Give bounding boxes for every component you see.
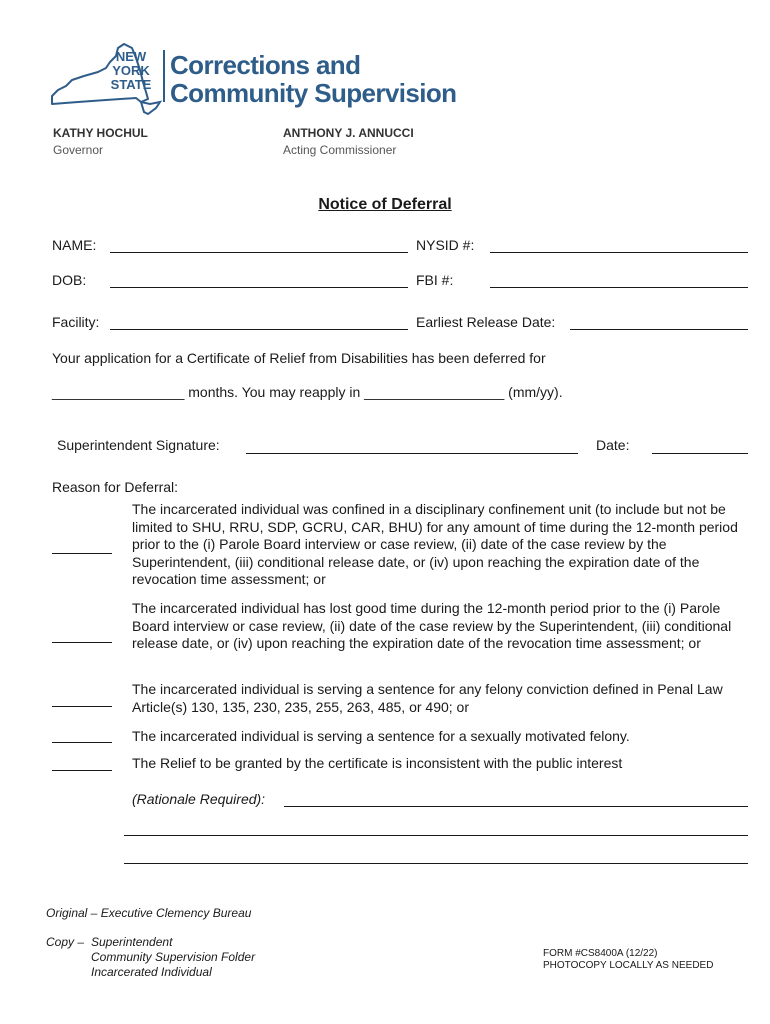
distribution-copy-1: Superintendent — [91, 935, 173, 949]
date-field[interactable] — [652, 453, 748, 454]
distribution-copy-2: Community Supervision Folder — [91, 950, 256, 964]
rationale-line-3[interactable] — [124, 863, 748, 864]
distribution-original: Original – Executive Clemency Bureau — [46, 906, 252, 920]
release-date-field[interactable] — [570, 329, 748, 330]
name-field[interactable] — [110, 252, 408, 253]
dob-label: DOB: — [52, 272, 87, 288]
dob-field[interactable] — [110, 287, 408, 288]
governor-name: KATHY HOCHUL — [53, 126, 148, 140]
rationale-line-2[interactable] — [124, 835, 748, 836]
commissioner-title: Acting Commissioner — [283, 143, 397, 157]
rationale-label: (Rationale Required): — [132, 791, 266, 807]
deferral-statement: Your application for a Certificate of Relief from Disabilities has been deferred for — [52, 350, 546, 366]
reason-heading: Reason for Deferral: — [52, 479, 179, 495]
distribution-copy-label: Copy – — [46, 935, 85, 949]
reason-3-text: The incarcerated individual is serving a sentence for any felony conviction defined in Penal Law Article(s) 130, 135, 230, 235, 255, 263, 485, or 490; or — [132, 681, 723, 715]
fbi-label: FBI #: — [416, 272, 454, 288]
reason-2-text: The incarcerated individual has lost good time during the 12-month period prior to the (i) Parole Board interview or case review, (ii) date of the case review by the Superintendent, (iii) conditional release date, or (iv) upon reaching the expiration date of the revocation time assessment; or — [132, 600, 732, 651]
logo-line-new: NEW — [115, 49, 147, 64]
logo-divider — [163, 50, 165, 102]
photocopy-note: PHOTOCOPY LOCALLY AS NEEDED — [543, 960, 714, 971]
nysid-field[interactable] — [490, 252, 748, 253]
logo-line-state: STATE — [110, 77, 152, 92]
reason-4-text: The incarcerated individual is serving a sentence for a sexually motivated felony. — [132, 728, 630, 744]
governor-title: Governor — [53, 143, 104, 157]
agency-name-line2: Community Supervision — [170, 78, 457, 108]
reason-5-checkbox[interactable] — [52, 770, 112, 771]
agency-name-line1: Corrections and — [170, 50, 361, 80]
date-label: Date: — [596, 437, 630, 453]
reason-5-text: The Relief to be granted by the certificate is inconsistent with the public interest — [132, 755, 623, 771]
nysid-label: NYSID #: — [416, 237, 475, 253]
deferral-months-reapply: _________________ months. You may reapply in __________________ (mm/yy). — [52, 384, 563, 400]
commissioner-name: ANTHONY J. ANNUCCI — [283, 126, 414, 140]
reason-1-checkbox[interactable] — [52, 553, 112, 554]
signature-field[interactable] — [246, 453, 578, 454]
facility-field[interactable] — [110, 329, 408, 330]
distribution-copy-3: Incarcerated Individual — [91, 965, 212, 979]
form-title: Notice of Deferral — [318, 196, 452, 213]
reason-1-text: The incarcerated individual was confined in a disciplinary confinement unit (to include but not be limited to SHU, RRU, SDP, GCRU, CAR, BHU) for any amount of time during the 12-month period prior to the (i) Parole Board interview or case review, (ii) date of the case review by the Superintendent, (iii) conditional release date, or (iv) upon reaching the expiration date of the revocation time assessment; or — [132, 501, 738, 587]
reason-2-checkbox[interactable] — [52, 642, 112, 643]
facility-label: Facility: — [52, 314, 100, 330]
release-date-label: Earliest Release Date: — [416, 314, 556, 330]
fbi-field[interactable] — [490, 287, 748, 288]
signature-label: Superintendent Signature: — [57, 437, 220, 453]
logo-line-york: YORK — [112, 63, 150, 78]
reason-4-checkbox[interactable] — [52, 742, 112, 743]
rationale-line-1[interactable] — [284, 806, 748, 807]
form-number: FORM #CS8400A (12/22) — [543, 948, 658, 959]
reason-3-checkbox[interactable] — [52, 706, 112, 707]
name-label: NAME: — [52, 237, 97, 253]
